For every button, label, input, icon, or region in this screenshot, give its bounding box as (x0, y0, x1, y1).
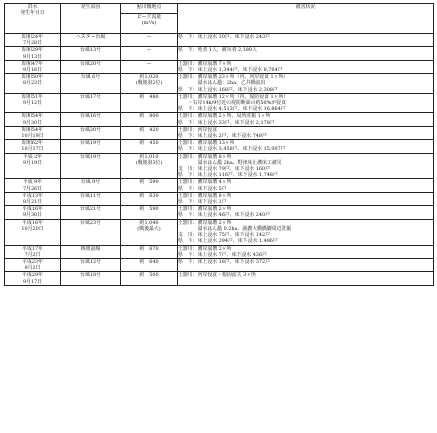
damage-line: 県 下：床上浸水 18戸、床下浸水 372戸 (178, 258, 271, 265)
peak-flow: 約 640 (121, 258, 178, 271)
damage-line: 土器川：護岸崩壊 8ヶ所 (178, 192, 232, 199)
flood-cause: 台風 9号 (61, 179, 121, 192)
flood-date: 平成13年 8月21日 (5, 192, 61, 205)
header-date: 洪水 発生年月日 (5, 4, 61, 34)
header-measure-point: 鮎川橋地点 (121, 4, 178, 14)
peak-flow: 約 480 (121, 93, 178, 113)
table-row (5, 245, 434, 258)
damage-status (178, 74, 434, 94)
table-row (5, 34, 434, 47)
flood-date: 平成16年 10月20日 (5, 219, 61, 245)
damage-line: 土器川：護岸崩壊 2ヶ所 (178, 219, 232, 226)
flood-cause: 台風13号 (61, 47, 121, 60)
damage-line: 県 下：床上浸水 33戸、床下浸水 2,178戸 (178, 119, 275, 126)
header-peak-flow: ピーク流量 (m³/s) (121, 14, 178, 34)
damage-status (178, 245, 434, 258)
flood-cause: 台風19号 (61, 140, 121, 153)
damage-status (178, 258, 434, 271)
damage-status (178, 60, 434, 73)
damage-line: 土器川：護岸崩壊 23ヶ所（内、河岸侵食 1ヶ所） (178, 74, 289, 81)
damage-line: 県 下：床下浸水 5戸 (178, 185, 227, 192)
damage-line: 県 下：床上浸水 7戸、床下浸水 436戸 (178, 251, 267, 258)
table-row (5, 140, 434, 153)
peak-flow: 約1,010 (戦後第3位) (121, 153, 178, 179)
damage-line: 土器川：河岸侵食・根固流失 3ヶ所 (178, 272, 257, 279)
flood-rows (5, 34, 434, 286)
damage-line: 土器川：護岸崩壊 4ヶ所 (178, 179, 232, 186)
flood-date: 昭和50年 8月23日 (5, 74, 61, 94)
table-row (5, 126, 434, 139)
damage-status (178, 192, 434, 205)
flood-cause: ヘスター台風 (61, 34, 121, 47)
flood-date: 平成29年 9月17日 (5, 272, 61, 285)
flood-date: 平成16年 9月30日 (5, 206, 61, 219)
flood-cause: 台風11号 (61, 192, 121, 205)
table-row (5, 60, 434, 73)
flood-cause: 台風18号 (61, 272, 121, 285)
damage-line: 県 下：床上浸水 116戸、床下浸水 1,748戸 (178, 172, 278, 179)
peak-flow: 約 420 (121, 126, 178, 139)
damage-line: 県 下：床上浸水 3,458戸、床下浸水 15,007戸 (178, 146, 286, 153)
table-row (5, 179, 434, 192)
damage-line: 土器川：護岸崩壊 2ヶ所 (178, 206, 232, 213)
peak-flow: 約 500 (121, 272, 178, 285)
table-row (5, 113, 434, 126)
flood-cause: 台風17号 (61, 93, 121, 113)
flood-date: 昭和54年 10月19日 (5, 126, 61, 139)
flood-history-table (4, 3, 434, 286)
damage-line: ・右岸14k/9付近の堤防断面の約50%が侵食 (178, 100, 286, 107)
flood-date: 平成 2年 9月19日 (5, 153, 61, 179)
damage-line: 県 下：床上浸水 4,513戸、床下浸水 16,864戸 (178, 106, 286, 113)
damage-line: 土器川：河岸侵食 (178, 126, 218, 133)
damage-line: 溢水はん濫 0.2ha、満濃大橋橋脚周辺洗掘 (178, 225, 292, 232)
peak-flow: — (121, 34, 178, 47)
damage-status (178, 113, 434, 126)
damage-line: 溢水はん濫 2ha、野津床止護床工被災 (178, 159, 282, 166)
damage-line: 県 下：床上浸水 2戸、床下浸水 748戸 (178, 133, 267, 140)
header-damage: 被害状況 (178, 4, 434, 34)
flood-date: 昭和47年 9月16日 (5, 60, 61, 73)
table-row (5, 192, 434, 205)
flood-date: 平成 9年 7月26日 (5, 179, 61, 192)
table-row (5, 153, 434, 179)
peak-flow: 約 630 (121, 192, 178, 205)
damage-line: 土器川：護岸崩壊 7ヶ所 (178, 60, 232, 67)
damage-line: 県 下：床上浸水 46戸、床下浸水 240戸 (178, 212, 271, 219)
damage-status (178, 206, 434, 219)
damage-line: 県 下：死者 1人、被災者 2,180人 (178, 47, 257, 54)
damage-status (178, 126, 434, 139)
flood-cause: 梅雨前線 (61, 245, 121, 258)
damage-line: 支 川：床上浸水 79戸、床下浸水 160戸 (178, 166, 271, 173)
table-row (5, 74, 434, 94)
peak-flow: 約 670 (121, 245, 178, 258)
table-row (5, 206, 434, 219)
flood-date: 昭和54年 9月30日 (5, 113, 61, 126)
flood-cause: 台風 6号 (61, 74, 121, 94)
peak-flow: 約 800 (121, 113, 178, 126)
damage-line: 土器川：護岸崩壊 2ヶ所 (178, 245, 232, 252)
flood-date: 昭和24年 7月28日 (5, 34, 61, 47)
damage-line: 溢水はん濫：2ha、乙井橋流出 (178, 80, 266, 87)
peak-flow: 約 450 (121, 140, 178, 153)
header-cause: 発生原因 (61, 4, 121, 34)
table-row (5, 272, 434, 285)
peak-flow: — (121, 60, 178, 73)
damage-status (178, 153, 434, 179)
damage-status (178, 219, 434, 245)
flood-date: 昭和51年 9月12日 (5, 93, 61, 113)
damage-status (178, 140, 434, 153)
damage-line: 土器川：護岸崩壊 8ヶ所 (178, 153, 232, 160)
damage-status (178, 47, 434, 60)
damage-status (178, 272, 434, 285)
peak-flow: 約1,020 (戦後第2位) (121, 74, 178, 94)
flood-date: 平成17年 7月2日 (5, 245, 61, 258)
peak-flow: 約 590 (121, 206, 178, 219)
damage-line: 支 川：床上浸水 75戸、床下浸水 142戸 (178, 232, 271, 239)
flood-cause: 台風12号 (61, 258, 121, 271)
table-row (5, 47, 434, 60)
table-row (5, 258, 434, 271)
flood-cause: 台風20号 (61, 60, 121, 73)
damage-line: 土器川：護岸崩壊 2ヶ所、局所洗掘 1ヶ所 (178, 113, 271, 120)
peak-flow: — (121, 47, 178, 60)
damage-status (178, 34, 434, 47)
flood-cause: 台風16号 (61, 113, 121, 126)
damage-line: 土器川：護岸崩壊 13ヶ所 (178, 140, 235, 147)
flood-cause: 台風19号 (61, 153, 121, 179)
peak-flow: 約 590 (121, 179, 178, 192)
damage-line: 県 下：床下浸水 1戸 (178, 199, 227, 206)
damage-line: 県 下：床上浸水 294戸、床下浸水 1,486戸 (178, 238, 278, 245)
flood-date: 昭和29年 9月13日 (5, 47, 61, 60)
flood-cause: 台風23号 (61, 219, 121, 245)
damage-status (178, 179, 434, 192)
flood-cause: 台風20号 (61, 126, 121, 139)
damage-line: 県 下：床上浸水 1,344戸、床下浸水 8,764戸 (178, 67, 283, 74)
damage-line: 県 下：床上浸水 10戸、床下浸水 243戸 (178, 34, 271, 40)
damage-line: 県 下：床上浸水 168戸、床下浸水 2,308戸 (178, 86, 278, 93)
flood-cause: 台風21号 (61, 206, 121, 219)
table-row (5, 93, 434, 113)
damage-status (178, 93, 434, 113)
peak-flow: 約1,040 (戦後最大) (121, 219, 178, 245)
damage-line: 土器川：護岸崩壊 12ヶ所（内、堤防侵食 1ヶ所） (178, 93, 289, 100)
flood-date: 平成23年 9月2日 (5, 258, 61, 271)
table-row (5, 219, 434, 245)
flood-date: 昭和62年 10月17日 (5, 140, 61, 153)
